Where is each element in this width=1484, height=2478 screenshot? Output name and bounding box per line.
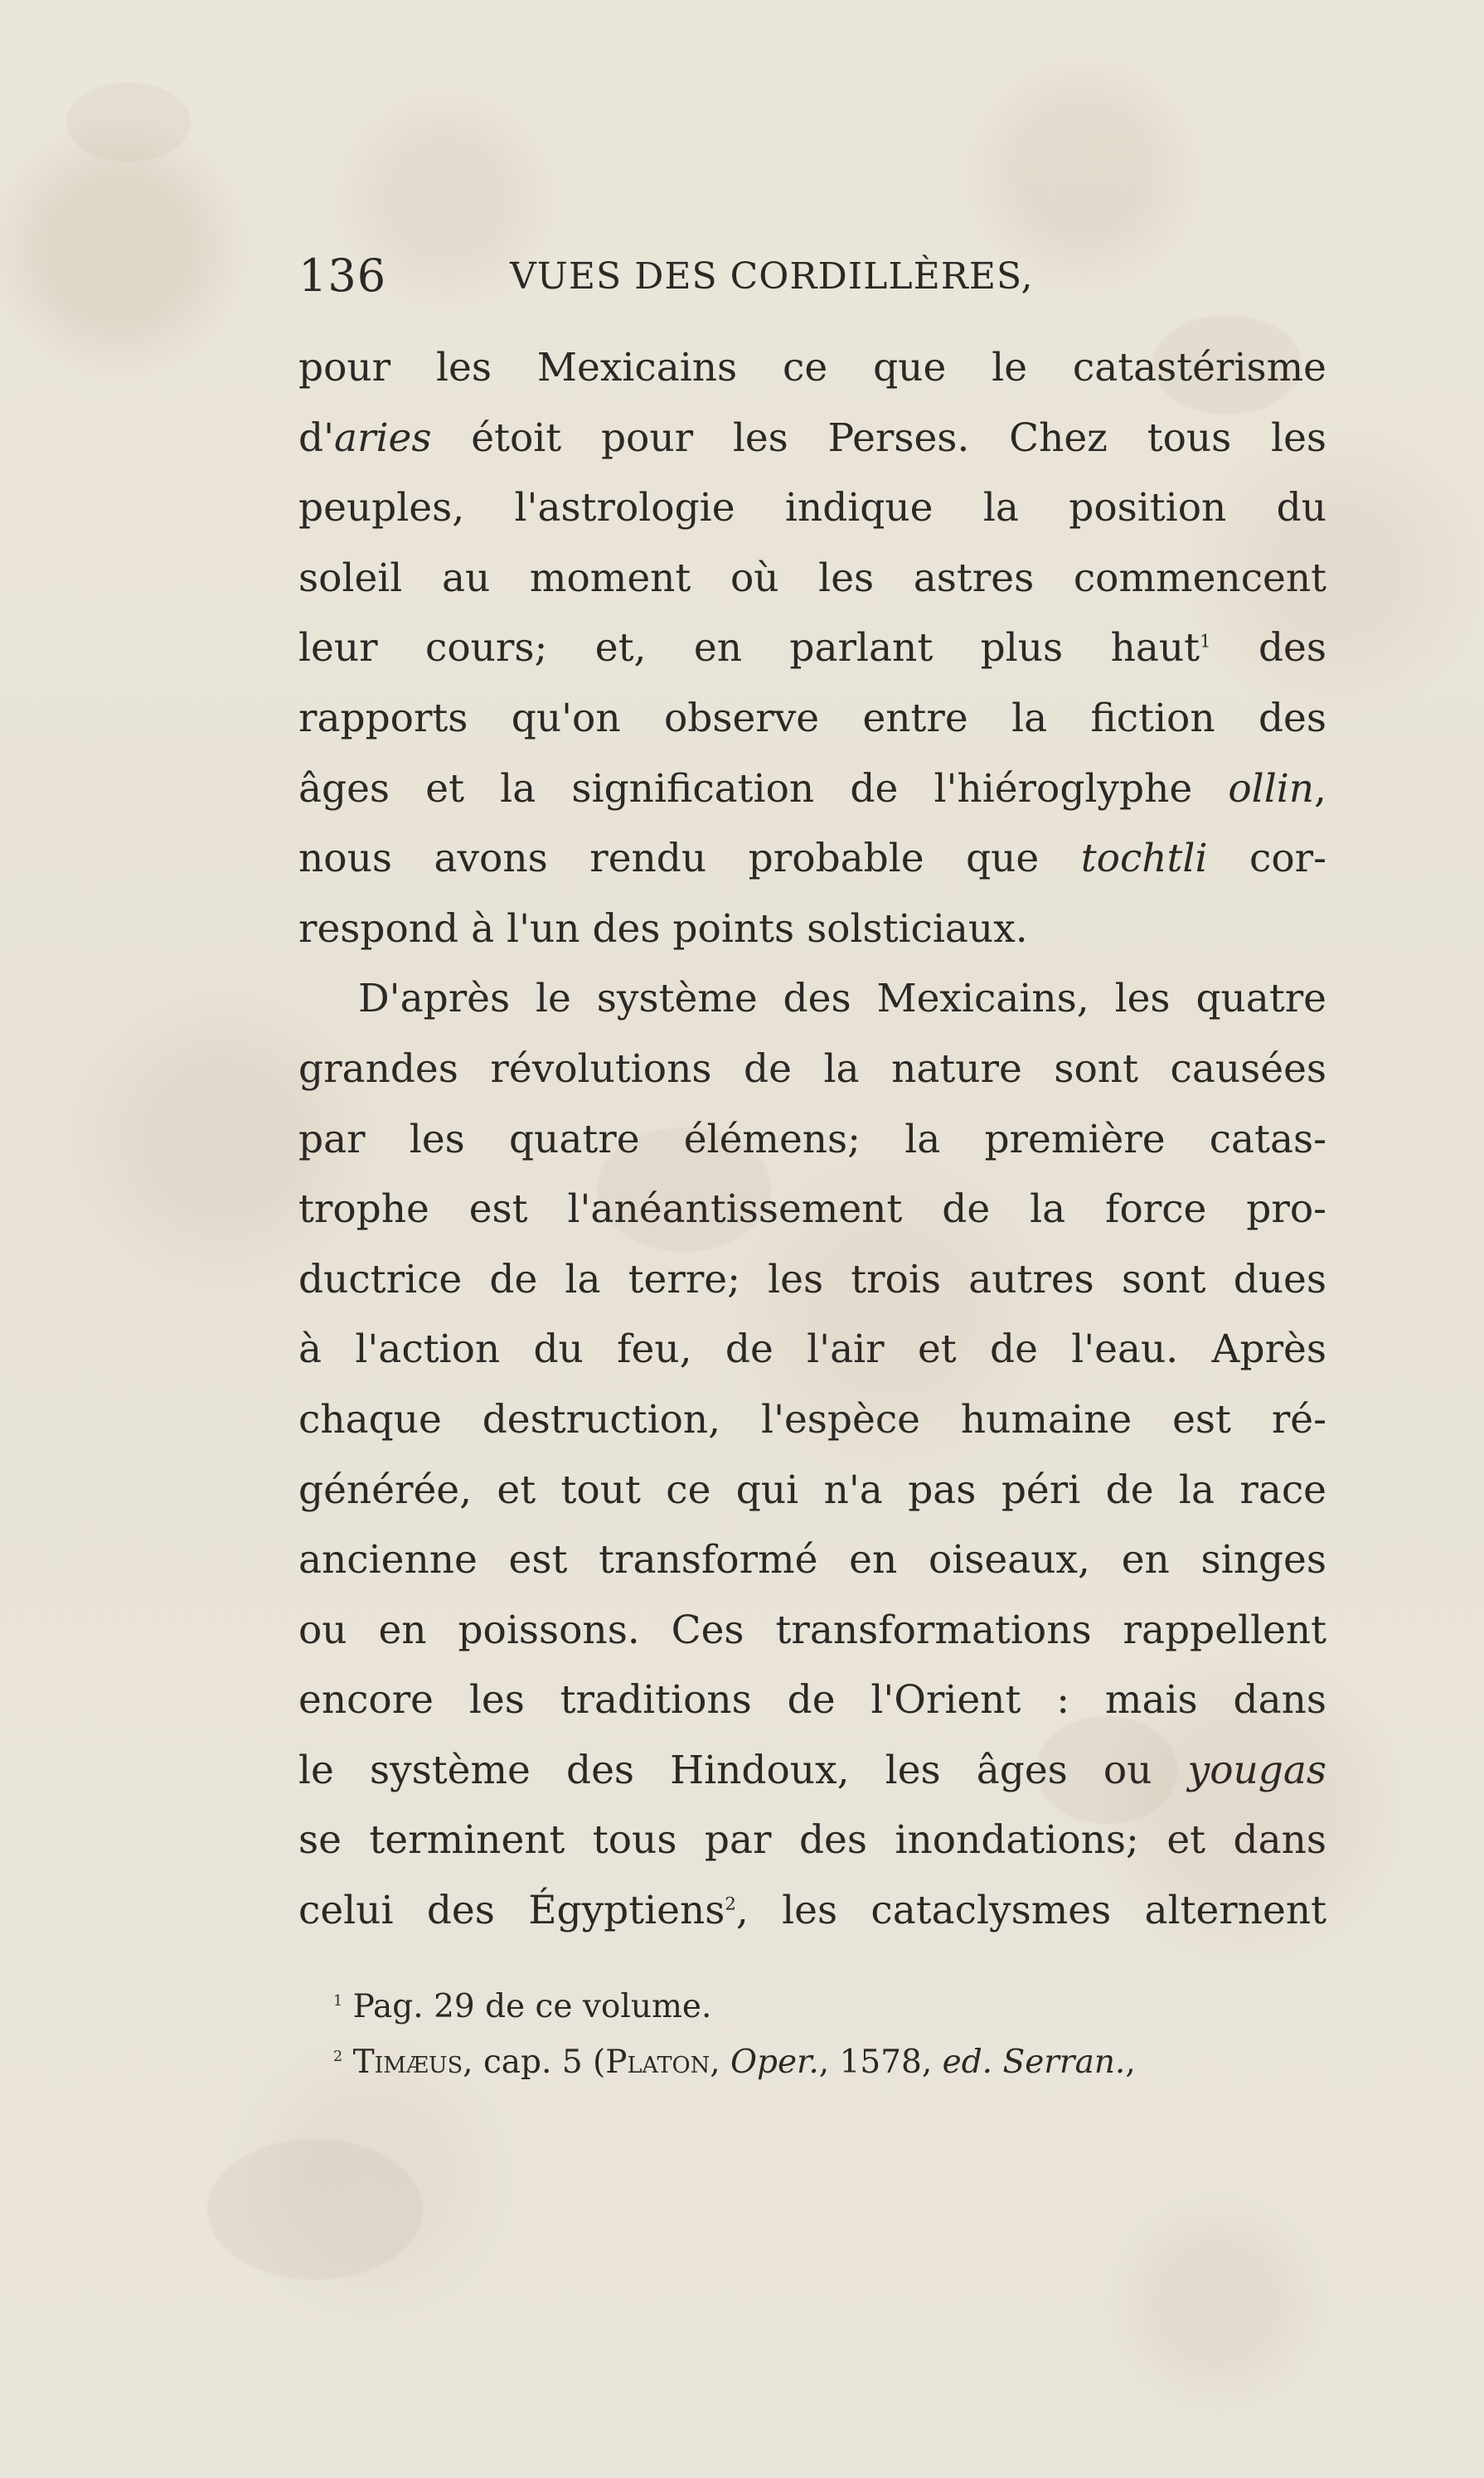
line-text-after: , — [1314, 765, 1326, 812]
text-line — [298, 1876, 1326, 1947]
main-text — [298, 333, 1326, 1947]
text-line — [298, 1596, 1326, 1666]
line-text-after: des — [1210, 625, 1326, 672]
line-text-before: leur cours; et, en parlant plus haut — [298, 625, 1200, 672]
line-text-before: âges et la signification de l'hiéroglyphe — [298, 765, 1229, 812]
line-text-before: ancienne est transformé en oiseaux, en singes — [298, 1537, 1326, 1583]
text-line — [298, 1245, 1326, 1316]
footnotes — [333, 1979, 1326, 2090]
line-text-before: par les quatre élémens; la première catas- — [298, 1116, 1326, 1162]
line-text-before: D'après le système des Mexicains, les quatre — [358, 976, 1326, 1022]
line-text-before: se terminent tous par des inondations; et dans — [298, 1817, 1326, 1864]
footnote-2 — [333, 2034, 1326, 2090]
footnote-marker-2: 2 — [333, 2049, 343, 2065]
line-text-before: nous avons rendu probable que — [298, 836, 1081, 882]
line-text-before: le système des Hindoux, les âges ou — [298, 1747, 1188, 1793]
line-text-after: , les cataclysmes alternent — [735, 1888, 1326, 1934]
text-line — [298, 964, 1326, 1035]
italic-word: aries — [334, 415, 432, 461]
line-text-before: ductrice de la terre; les trois autres sont dues — [298, 1256, 1326, 1302]
line-text-before: rapports qu'on observe entre la fiction des — [298, 695, 1326, 741]
page-number: 136 — [298, 250, 387, 302]
line-text-before: encore les traditions de l'Orient : mais dans — [298, 1677, 1326, 1724]
text-line — [298, 1666, 1326, 1736]
italic-word: ollin — [1228, 765, 1315, 812]
footnote-2-timaeus: Timæus — [352, 2044, 463, 2081]
line-text-after: cor- — [1207, 836, 1326, 882]
footnote-2-end: , — [1125, 2044, 1136, 2081]
text-line — [298, 1456, 1326, 1526]
text-line — [298, 824, 1326, 895]
paper-stain — [207, 2139, 423, 2280]
text-line — [298, 404, 1326, 474]
text-line — [298, 1736, 1326, 1806]
text-line — [298, 1315, 1326, 1385]
line-text-before: soleil au moment où les astres commencent — [298, 555, 1326, 601]
page-header — [298, 243, 1376, 322]
line-text-before: pour les Mexicains ce que le catastérisme — [298, 345, 1326, 390]
text-line — [298, 613, 1326, 684]
line-text-before: peuples, l'astrologie indique la position du — [298, 485, 1326, 531]
line-text-before: ou en poissons. Ces transformations rappellent — [298, 1607, 1326, 1653]
line-text-before: à l'action du feu, de l'air et de l'eau. Après — [298, 1326, 1326, 1373]
line-text-before: d' — [298, 415, 335, 461]
footnote-1 — [333, 1979, 1326, 2034]
line-text-before: chaque destruction, l'espèce humaine est ré- — [298, 1396, 1326, 1443]
text-line — [298, 1105, 1326, 1176]
footnote-reference: 1 — [1200, 630, 1211, 652]
text-line — [298, 1385, 1326, 1456]
line-text-before: celui des Égyptiens — [298, 1888, 725, 1934]
text-line — [298, 544, 1326, 614]
paper-stain — [66, 83, 191, 162]
text-line — [298, 754, 1326, 825]
italic-word: yougas — [1187, 1747, 1326, 1793]
text-line — [298, 333, 1326, 404]
footnote-2-platon: Platon — [605, 2044, 710, 2081]
text-line — [298, 1525, 1326, 1596]
text-line — [298, 473, 1326, 544]
footnote-2-oper: Oper. — [730, 2044, 819, 2081]
line-text-before: générée, et tout ce qui n'a pas péri de la race — [298, 1467, 1326, 1513]
footnote-marker-1: 1 — [333, 1993, 343, 2010]
text-line — [298, 895, 1326, 965]
running-title: VUES DES CORDILLÈRES, — [510, 255, 1034, 298]
text-line — [298, 684, 1326, 754]
italic-word: tochtli — [1080, 836, 1208, 882]
line-text-before: respond à l'un des points solsticiaux. — [298, 905, 1028, 952]
footnote-2-comma: , — [710, 2044, 731, 2081]
line-text-after: étoit pour les Perses. Chez tous les — [431, 415, 1326, 461]
line-text-before: trophe est l'anéantissement de la force pro- — [298, 1186, 1326, 1233]
text-line — [298, 1175, 1326, 1245]
footnote-2-edition: ed. Serran. — [942, 2044, 1126, 2081]
line-text-before: grandes révolutions de la nature sont causées — [298, 1045, 1326, 1092]
text-line — [298, 1806, 1326, 1876]
footnote-2-cap: , cap. 5 ( — [463, 2044, 606, 2081]
footnote-2-year: , 1578, — [818, 2044, 943, 2081]
text-line — [298, 1035, 1326, 1105]
footnote-1-text: Pag. 29 de ce volume. — [352, 1988, 712, 2025]
footnote-reference: 2 — [725, 1893, 736, 1914]
